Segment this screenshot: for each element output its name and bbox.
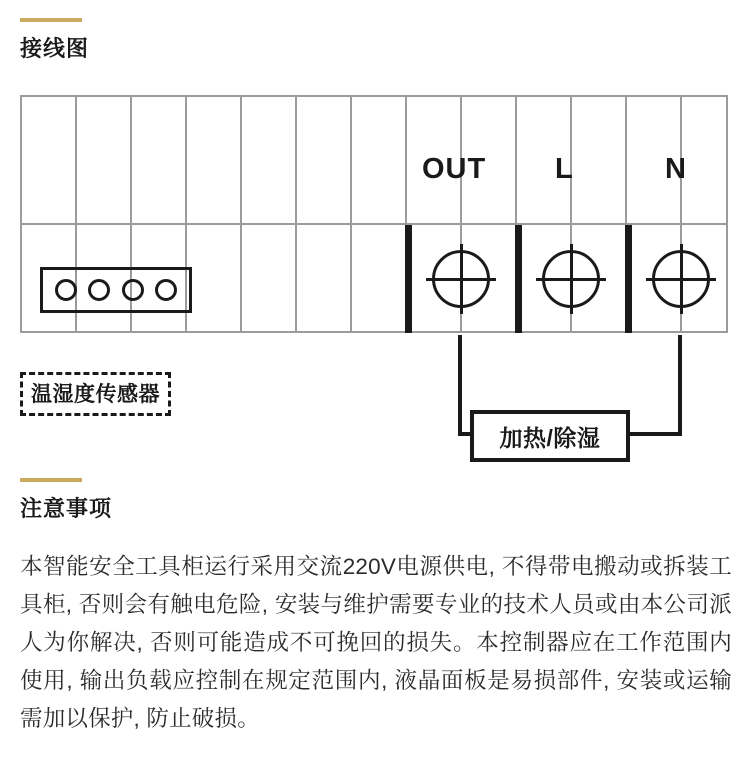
sensor-hole-2 <box>88 279 110 301</box>
section-title-wiring: 接线图 <box>20 36 90 61</box>
sensor-hole-3 <box>122 279 144 301</box>
terminal-bar-1 <box>405 225 412 333</box>
terminal-label-l: L <box>555 153 574 185</box>
notes-body: 本智能安全工具柜运行采用交流220V电源供电, 不得带电搬动或拆装工具柜, 否则会有触电危险, 安装与维护需要专业的技术人员或由本公司派人为你解决, 否则可能造成不可挽回的损失。本控制器应在工作范围内使用, 输出负载应控制在规定范围内, 液晶面板是易损部件, 安装或运输需加以保护, 防止破损。 <box>20 554 732 731</box>
wire-out-vertical <box>458 335 462 435</box>
section-title-notes: 注意事项 <box>20 496 113 521</box>
wire-n-vertical <box>678 335 682 435</box>
section-rule-notes <box>20 478 82 482</box>
screw-terminal-out <box>432 250 490 308</box>
terminal-bar-2 <box>515 225 522 333</box>
wire-n-horizontal <box>626 432 682 436</box>
wiring-diagram <box>20 95 730 335</box>
section-rule-wiring <box>20 18 82 22</box>
screw-terminal-l <box>542 250 600 308</box>
load-box-heater-dehumidifier: 加热/除湿 <box>470 410 630 462</box>
terminal-label-n: N <box>665 153 687 185</box>
sensor-caption: 温湿度传感器 <box>20 372 171 416</box>
panel-divider-v6 <box>350 95 352 333</box>
panel-divider-v5 <box>295 95 297 333</box>
terminal-label-out: OUT <box>422 153 487 185</box>
sensor-connector-block <box>40 267 192 313</box>
terminal-bar-3 <box>625 225 632 333</box>
panel-divider-v4 <box>240 95 242 333</box>
sensor-hole-1 <box>55 279 77 301</box>
sensor-hole-4 <box>155 279 177 301</box>
screw-terminal-n <box>652 250 710 308</box>
panel-divider-horizontal <box>20 223 728 225</box>
